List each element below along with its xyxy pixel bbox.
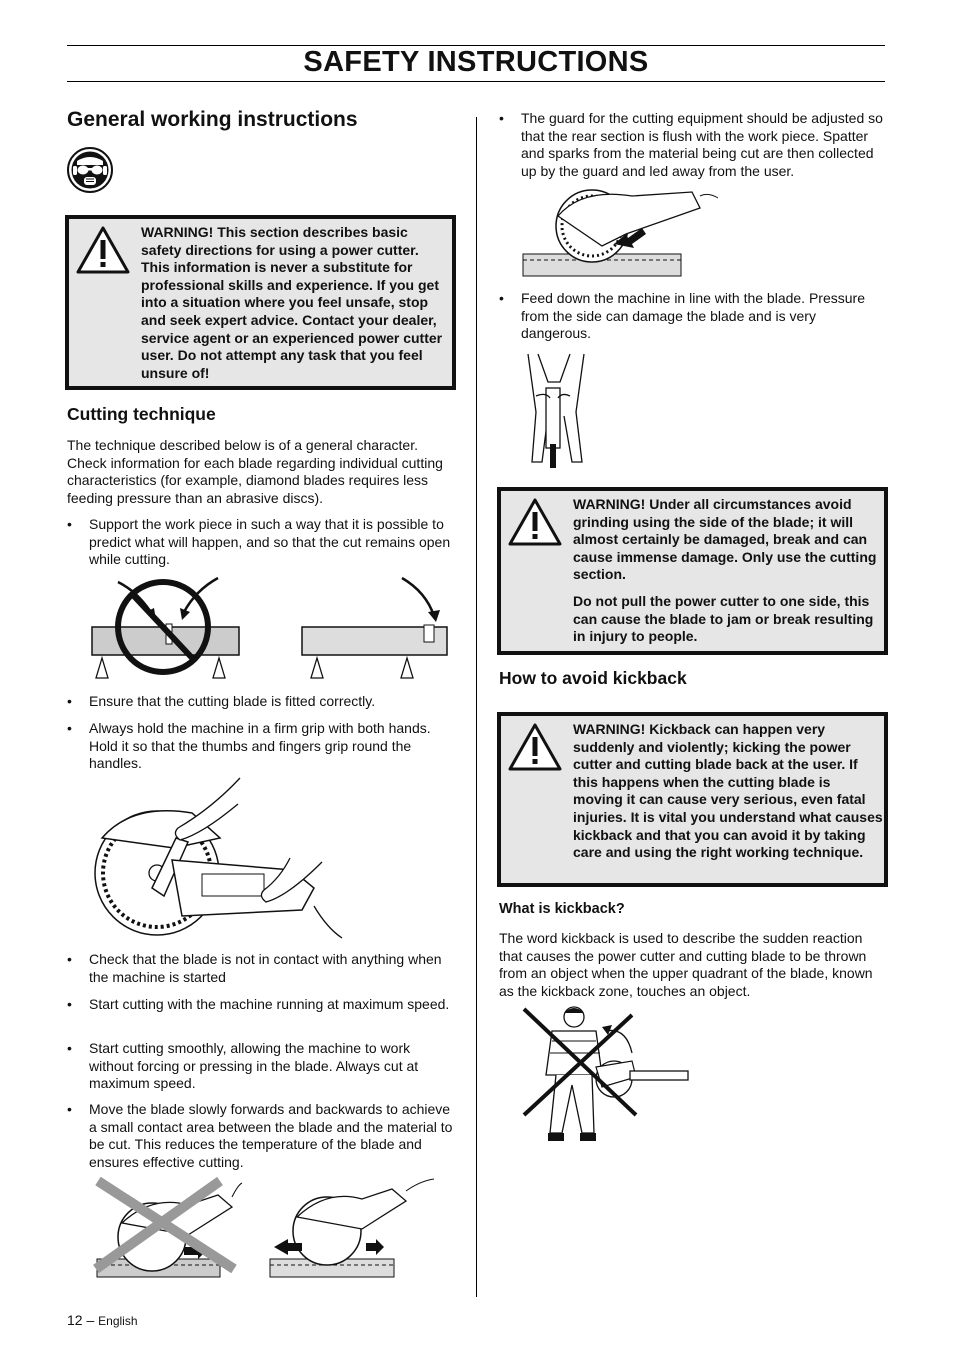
feed-in-line-illustration <box>518 352 598 470</box>
page-number: 12 <box>67 1312 83 1328</box>
warning-text: WARNING! Kickback can happen very suddenly and violently; kicking the power cutter and cutting blade back at the user. If this happens when the cutting blade is moving it can cause very serious, even fatal injuries. It is vital you understand what causes kickback and that you can avoid it by taking care and using the right working technique. <box>573 721 883 861</box>
blade-movement-illustration <box>92 1175 437 1281</box>
column-divider <box>476 117 477 1297</box>
warning-triangle-icon <box>507 722 563 772</box>
subheading-what-is-kickback: What is kickback? <box>499 901 625 917</box>
warning-box <box>497 712 888 887</box>
subheading-kickback: How to avoid kickback <box>499 668 687 688</box>
support-work-piece-illustration <box>88 572 453 682</box>
warning-text: WARNING! This section describes basic safety directions for using a power cutter. This information is never a substitute for professional skills and experience. If you get into a situation where you feel unsafe, stop and seek expert advice. Contact your dealer, service agent or an experienced power cutter user. Do not attempt any task that you feel unsure of! <box>141 224 443 381</box>
warning-text-2: Do not pull the power cutter to one side, this can cause the blade to jam or break resulting in injury to people. <box>573 593 874 645</box>
intro-paragraph: The technique described below is of a general character. Check information for each blade regarding individual cutting characteristics (for example, diamond blades requires less feeding pressure than an abrasive discs). <box>67 437 443 506</box>
subheading-cutting-technique: Cutting technique <box>67 404 216 424</box>
warning-triangle-icon <box>75 225 131 275</box>
warning-triangle-icon <box>507 497 563 547</box>
kickback-illustration <box>522 1005 692 1151</box>
two-hand-grip-illustration <box>92 778 342 946</box>
protective-equipment-icon <box>67 147 113 193</box>
footer-language: English <box>98 1314 138 1328</box>
warning-box <box>65 215 456 390</box>
warning-box <box>497 487 888 655</box>
page-title: SAFETY INSTRUCTIONS <box>303 46 649 78</box>
section-heading: General working instructions <box>67 108 358 131</box>
page-footer: 12 – English <box>67 1312 138 1328</box>
kickback-paragraph: The word kickback is used to describe the sudden reaction that causes the power cutter and cutting blade to be thrown from an object when the upper quadrant of the blade, known as the kickback zone, touches an object. <box>499 930 873 999</box>
guard-adjustment-illustration <box>522 186 722 278</box>
title-rule <box>67 81 885 82</box>
warning-text: WARNING! Under all circumstances avoid grinding using the side of the blade; it will almost certainly be damaged, break and can cause immense damage. Only use the cutting section. <box>573 496 877 583</box>
